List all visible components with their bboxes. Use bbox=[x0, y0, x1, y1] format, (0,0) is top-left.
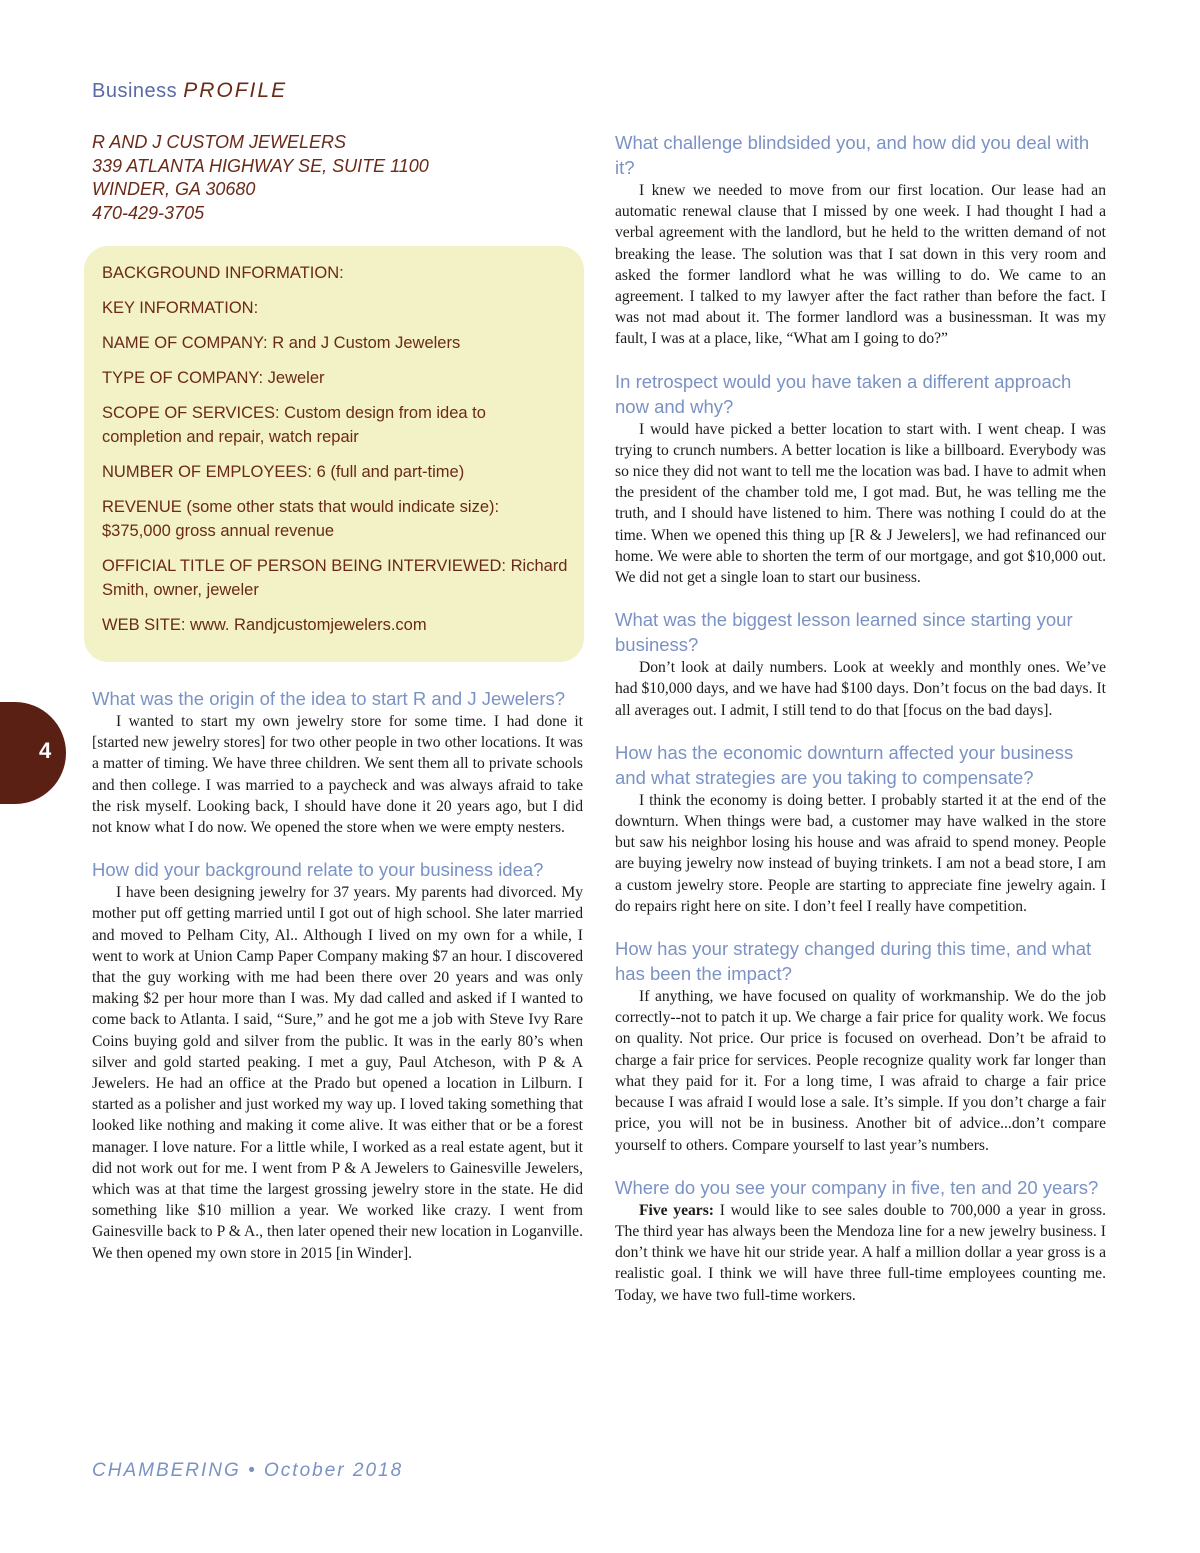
question-heading: What was the biggest lesson learned since starting your business? bbox=[615, 609, 1073, 656]
section-label bbox=[92, 79, 287, 103]
footer-issue: October 2018 bbox=[264, 1460, 404, 1477]
info-revenue bbox=[102, 495, 570, 543]
key-information-heading: KEY INFORMATION: bbox=[102, 299, 259, 317]
company-address bbox=[92, 131, 572, 225]
info-value: R and J Custom Jewelers bbox=[272, 334, 461, 352]
answer-text: I would like to see sales double to 700,000 a year in gross. The third year has always been the Mendoza line for a new jewelry business. I don’t think we have hit our stride year. A half a million dollar a year gross is a realistic goal. I think we will have three full-time employees counting me. Today, we have two full-time workers. bbox=[615, 1201, 1106, 1304]
info-label: OFFICIAL TITLE OF PERSON BEING INTERVIEWED: bbox=[102, 557, 507, 575]
info-company-name bbox=[102, 331, 570, 355]
info-website bbox=[102, 613, 570, 637]
answer-paragraph bbox=[615, 1200, 1106, 1306]
info-employees bbox=[102, 460, 570, 484]
answer-paragraph: I have been designing jewelry for 37 years. My parents had divorced. My mother put off getting married until I got out of high school. She later married and moved to Pelham City, Al.. Although I lived on my own for a while, I went to work at Union Camp Paper Company making $7 an hour. I discovered that the guy working with me had been there over 20 years and was only making $2 per hour more than I was. My dad called and asked if I wanted to come back to Atlanta. I said, “Sure,” and he got me a job with Steve Ivy Rare Coins buying gold and silver from the public. It was in the early 80’s when silver and gold started peaking. I met a guy, Paul Atcheson, with P & A Jewelers. He had an office at the Prado but opened a location in Lilburn. I started as a polisher and just worked my way up. I loved taking something that looked like nothing and making it come alive. It was either that or be a forest manager. I love nature. For a little while, I worked as a real estate agent, but it did not work out for me. I went from P & A Jewelers to Gainesville Jewelers, which was at that time the largest grossing jewelry store in the state. He did something like $10 million a year. We worked like crazy. I went from Gainesville back to P & A., then later opened their new location in Loganville. We then opened my own store in 2015 [in Winder]. bbox=[92, 884, 583, 1262]
info-value: Custom design from idea to completion and repair, watch repair bbox=[102, 404, 486, 446]
left-column bbox=[92, 686, 583, 1283]
question-heading: How did your background relate to your business idea? bbox=[92, 859, 544, 881]
answer-paragraph: I think the economy is doing better. I probably started it at the end of the downturn. When things were bad, a customer may have walked in the store but saw his neighbor losing his house and was afraid to spend money. People are buying jewelry now instead of buying trinkets. I am not a bead store, I am a custom jewelry store. People are starting to appreciate fine jewelry again. I do repairs right here on site. I don’t feel I really have competition. bbox=[615, 791, 1106, 915]
info-value: Jeweler bbox=[267, 369, 325, 387]
question-heading: How has the economic downturn affected your business and what strategies are you taking to compensate? bbox=[615, 741, 1074, 788]
footer bbox=[92, 1458, 403, 1477]
info-scope bbox=[102, 401, 570, 449]
footer-separator: • bbox=[248, 1460, 257, 1477]
section-label-word: Business bbox=[92, 80, 178, 102]
answer-paragraph: I would have picked a better location to start with. I went cheap. I was trying to crunch numbers. A better location is like a billboard. Everybody was so nice they did not want to tell me the location was bad. I have to admit when the president of the chamber told me, I got mad. But, he was telling me the truth, and I should have listened to him. There was nothing I could do at the time. When we opened this thing up [R & J Jewelers], we had refinanced our home. We were able to shorten the term of our mortgage, and got $10,000 out. We did not get a single loan to start our business. bbox=[615, 420, 1106, 587]
answer-paragraph: If anything, we have focused on quality of workmanship. We do the job correctly--not to patch it up. We charge a fair price for quality work. We focus on quality. Not price. Our price is focused on overhead. Don’t be afraid to charge a fair price for services. People recognize quality work far longer than what they paid for it. For a long time, I was afraid to charge a fair price because I was afraid I would lose a sale. It’s simple. If you don’t charge a fair price, you will not be in business. Another bit of advice...don’t compare yourself to others. Compare yourself to last year’s numbers. bbox=[615, 988, 1106, 1154]
key-information-box bbox=[84, 246, 584, 662]
answer-paragraph: I knew we needed to move from our first location. Our lease had an automatic renewal clause that I missed by one week. I had thought I had a verbal agreement with the landlord, but he held to the written demand of not breaking the lease. The solution was that I sat down in this very room and asked the former landlord what he was willing to do. We came to an agreement. I talked to my lawyer after the fact rather than before the fact. I was not mad about it. The former landlord was a businessman. It was my fault, I was at a place, like, “What am I going to do?” bbox=[615, 182, 1106, 348]
footer-magazine: CHAMBERING bbox=[92, 1460, 241, 1477]
info-value: (some other stats that would indicate size): $375,000 gross annual revenue bbox=[102, 498, 500, 540]
company-phone: 470-429-3705 bbox=[92, 202, 205, 223]
section-label-emph: PROFILE bbox=[183, 79, 288, 102]
question-heading: What was the origin of the idea to start R and J Jewelers? bbox=[92, 688, 566, 709]
answer-paragraph: Don’t look at daily numbers. Look at weekly and monthly ones. We’ve had $10,000 days, and we have had $100 days. Don’t focus on the bad days. It all averages out. I admit, I still tend to do that [focus on the bad days]. bbox=[615, 659, 1106, 719]
info-label: NAME OF COMPANY: bbox=[102, 334, 268, 352]
page-number-tab bbox=[0, 702, 66, 804]
background-heading: BACKGROUND INFORMATION: bbox=[102, 264, 344, 282]
info-value: Richard Smith, owner, jeweler bbox=[102, 557, 568, 599]
page-number: 4 bbox=[39, 738, 52, 763]
info-value: 6 (full and part-time) bbox=[316, 463, 465, 481]
company-city: WINDER, GA 30680 bbox=[92, 179, 256, 199]
info-interviewee bbox=[102, 554, 570, 602]
question-heading: How has your strategy changed during this time, and what has been the impact? bbox=[615, 938, 1092, 985]
question-heading: What challenge blindsided you, and how did you deal with it? bbox=[615, 132, 1090, 178]
info-label: TYPE OF COMPANY: bbox=[102, 369, 264, 387]
info-label: NUMBER OF EMPLOYEES: bbox=[102, 463, 312, 481]
info-value: www. Randjcustomjewelers.com bbox=[190, 616, 427, 634]
info-label: SCOPE OF SERVICES: bbox=[102, 404, 280, 422]
question-heading: In retrospect would you have taken a different approach now and why? bbox=[615, 370, 1072, 417]
info-label: REVENUE bbox=[102, 498, 182, 516]
info-company-type bbox=[102, 366, 570, 390]
answer-lead: Five years: bbox=[639, 1201, 714, 1219]
company-street: 339 ATLANTA HIGHWAY SE, SUITE 1100 bbox=[92, 155, 429, 176]
question-heading: Where do you see your company in five, ten and 20 years? bbox=[615, 1176, 1099, 1198]
answer-paragraph: I wanted to start my own jewelry store for some time. I had done it [started new jewelry stores] for two other people in two other locations. It was a matter of timing. We have three children. We sent them all to private schools and then college. I was married to a paycheck and was always afraid to take the risk myself. Looking back, I should have done it 20 years ago, but I did not know what I do now. We opened the store when we were empty nesters. bbox=[92, 713, 583, 837]
company-name: R AND J CUSTOM JEWELERS bbox=[92, 132, 347, 152]
right-column bbox=[615, 130, 1106, 1325]
info-label: WEB SITE: bbox=[102, 616, 186, 634]
